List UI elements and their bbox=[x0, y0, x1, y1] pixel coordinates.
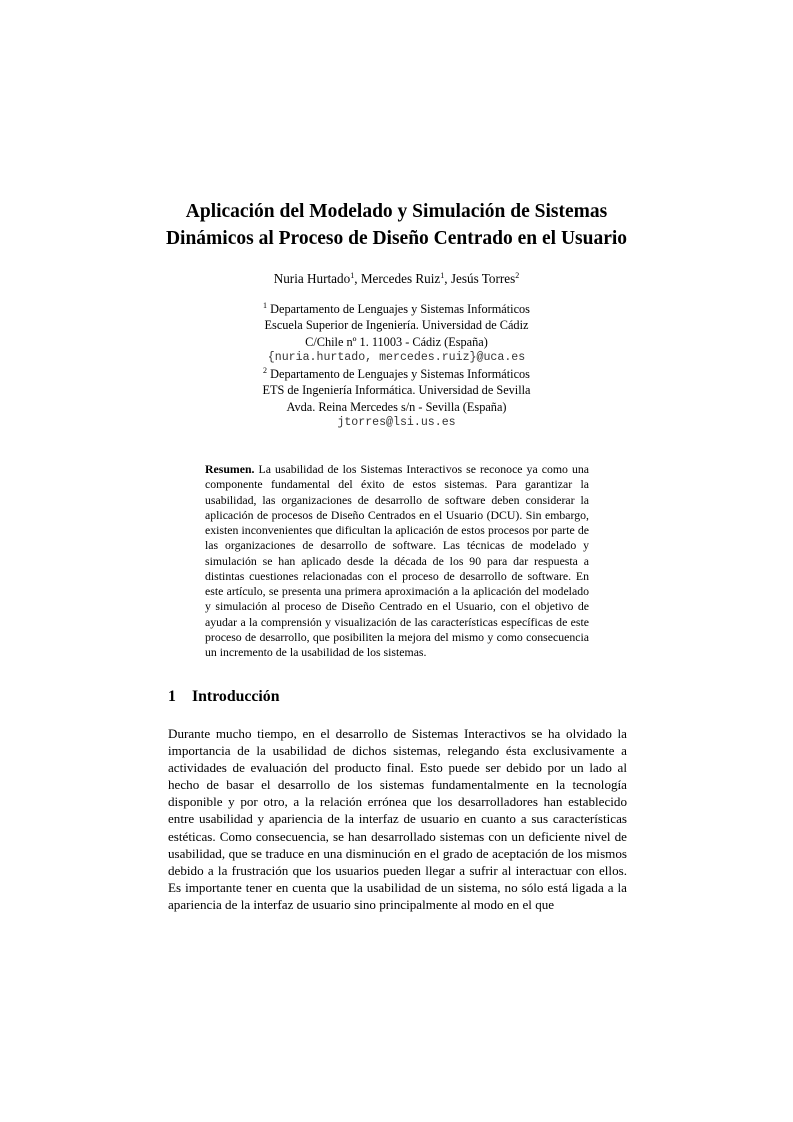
abstract-text: La usabilidad de los Sistemas Interactivos se reconoce ya como una componente fundamental del éxito de estos sistemas. Para garantizar la usabilidad, las organizaciones de desarrollo de software deben considerar la aplicación de procesos de Diseño Centrados en el Usuario (DCU). Sin embargo, existen inconvenientes que dificultan la aplicación de estos procesos por parte de las organizaciones de desarrollo de software. Las técnicas de modelado y simulación se han aplicado desde la década de los 90 para dar respuesta a distintas cuestiones relacionadas con el proceso de desarrollo de software. En este artículo, se presenta una primera aproximación a la aplicación del modelado y simulación al proceso de Diseño Centrado en el Usuario, con el objetivo de ayudar a la comprensión y visualización de las características específicas de este proceso de desarrollo, que posibiliten la mejora del mismo y como consecuencia un incremento de la usabilidad de los sistemas. bbox=[205, 462, 589, 659]
author-name: Mercedes Ruiz bbox=[360, 271, 441, 286]
affiliation-email[interactable]: jtorres@lsi.us.es bbox=[337, 416, 456, 430]
author-affiliation-mark: 2 bbox=[515, 271, 520, 280]
author-affiliation-mark: 1 bbox=[350, 271, 355, 280]
abstract-label: Resumen. bbox=[205, 462, 255, 476]
author-separator: , bbox=[354, 271, 361, 286]
abstract bbox=[205, 462, 589, 660]
section-heading bbox=[168, 688, 280, 706]
author-list bbox=[150, 270, 643, 288]
paper-title bbox=[150, 198, 643, 252]
section-title: Introducción bbox=[192, 688, 280, 705]
title-line-2: Dinámicos al Proceso de Diseño Centrado en el Usuario bbox=[165, 228, 628, 249]
body-paragraph: Durante mucho tiempo, en el desarrollo de Sistemas Interactivos se ha olvidado la importancia de la usabilidad de dichos sistemas, relegando ésta exclusivamente a actividades de evaluación del producto final. Esto puede ser debido por un lado al hecho de basar el desarrollo de los sistemas fundamentalmente en la tecnología disponible y por otro, a la relación errónea que los desarrolladores han establecido entre usabilidad y apariencia de la interfaz de usuario en cuanto a sus características estéticas. Como consecuencia, se han desarrollado sistemas con un deficiente nivel de usabilidad, que se traduce en una disminución en el grado de aceptación de los mismos debido a la frustración que los usuarios pueden llegar a sufrir al interactuar con ellos. Es importante tener en cuenta que la usabilidad de un sistema, no sólo está ligada a la apariencia de la interfaz de usuario sino principalmente al modo en el que bbox=[168, 726, 627, 912]
author-affiliation-mark: 1 bbox=[440, 271, 445, 280]
affiliations bbox=[150, 301, 643, 431]
section-number: 1 bbox=[168, 688, 176, 705]
affiliation-mark: 2 bbox=[263, 366, 268, 376]
affiliation-dept: $^2$ Departamento de Lenguajes y Sistemas Informáticos bbox=[263, 366, 530, 382]
affiliation-school: ETS de Ingeniería Informática. Universidad de Sevilla bbox=[262, 383, 531, 398]
author-name: Jesús Torres bbox=[450, 271, 516, 286]
author-separator: , bbox=[444, 271, 451, 286]
affiliation-email[interactable]: {nuria.hurtado, mercedes.ruiz}@uca.es bbox=[267, 350, 526, 364]
title-line-1: Aplicación del Modelado y Simulación de Sistemas bbox=[185, 201, 608, 222]
affiliation-address: Avda. Reina Mercedes s/n - Sevilla (España) bbox=[286, 399, 507, 414]
affiliation-mark: 1 bbox=[263, 301, 268, 310]
author-name: Nuria Hurtado bbox=[273, 271, 351, 286]
affiliation-school: Escuela Superior de Ingeniería. Universidad de Cádiz bbox=[264, 318, 529, 333]
affiliation-address: C/Chile nº 1. 11003 - Cádiz (España) bbox=[305, 334, 488, 349]
affiliation-dept: $^1$ Departamento de Lenguajes y Sistemas Informáticos bbox=[263, 301, 530, 316]
